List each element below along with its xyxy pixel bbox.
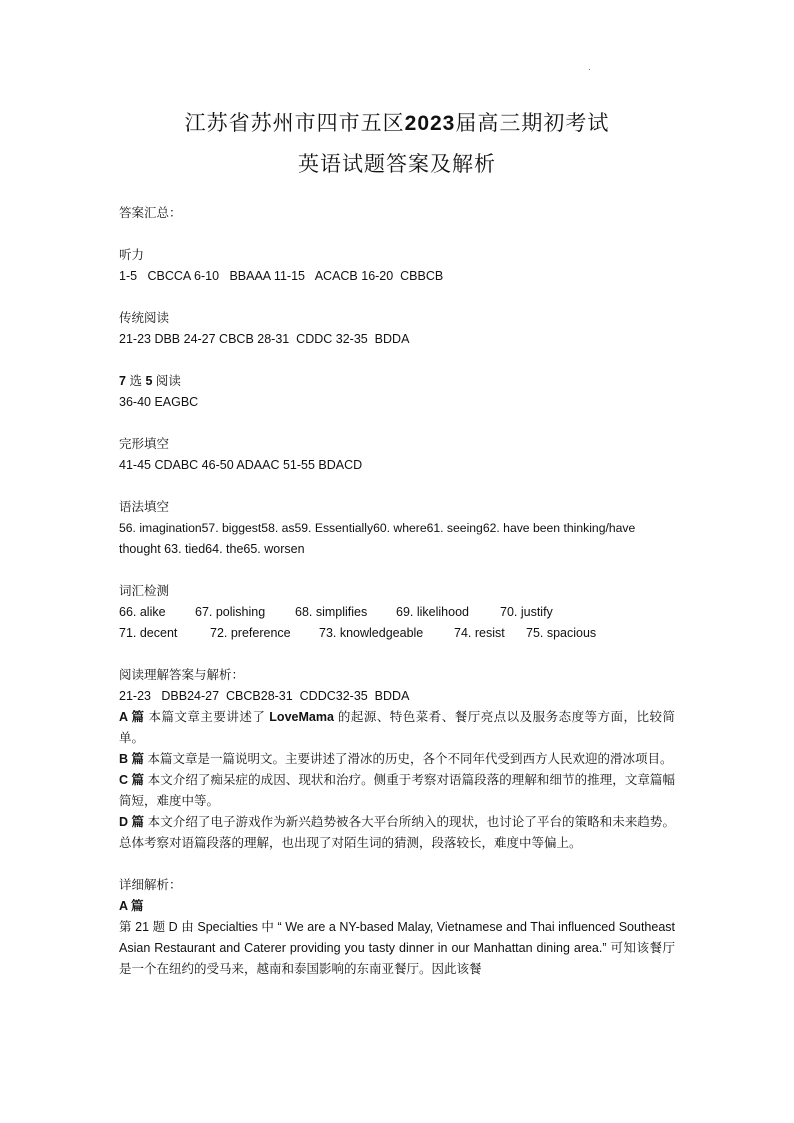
corner-dot: . [588, 62, 591, 73]
passage-c-text: 本文介绍了痴呆症的成因、现状和治疗。侧重于考察对语篇段落的理解和细节的推理，文章篇幅简短，难度中等。 [119, 773, 675, 808]
seven-five-answers: 36-40 EAGBC [119, 395, 199, 409]
reading-answers: 21-23 DBB 24-27 CBCB 28-31 CDDC 32-35 BDDA [119, 332, 410, 346]
passage-b-label: B 篇 [119, 752, 145, 766]
passage-d-label: D 篇 [119, 815, 145, 829]
detail-a-heading: A 篇 [119, 899, 144, 913]
grammar-title: 语法填空 [119, 500, 170, 514]
seven-five-b: 阅读 [155, 374, 181, 388]
vocab-item: 66. alike [119, 605, 166, 619]
analysis-answers: 21-23 DBB24-27 CBCB28-31 CDDC32-35 BDDA [119, 689, 410, 703]
cloze-answers: 41-45 CDABC 46-50 ADAAC 51-55 BDACD [119, 458, 363, 472]
passage-d-text: 本文介绍了电子游戏作为新兴趋势被各大平台所纳入的现状，也讨论了平台的策略和未来趋势。总体考察对语篇段落的理解，也出现了对陌生词的猜测，段落较长，难度中等偏上。 [119, 815, 675, 850]
listening-title: 听力 [119, 248, 145, 262]
reading-title: 传统阅读 [119, 311, 170, 325]
passage-b-summary [119, 749, 675, 770]
vocab-row-2 [119, 623, 675, 644]
grammar-line-1: 56. imagination57. biggest58. as59. Essentially60. where61. seeing62. have been thinking/have [119, 521, 636, 535]
vocab-item: 71. decent [119, 626, 178, 640]
grammar-line-2: thought 63. tied64. the65. worsen [119, 542, 305, 556]
summary-heading: 答案汇总： [119, 206, 182, 220]
vocab-item: 75. spacious [526, 626, 597, 640]
vocab-item: 74. resist [454, 626, 505, 640]
question-21-explanation: 第 21 题 D 由 Specialties 中 “ We are a NY-based Malay, Vietnamese and Thai influenced Southeast Asian Restaurant and Caterer providing you tasty dinner in our Manhattan dining area.” 可知该餐厅是一个在纽约的受马来，越南和泰国影响的东南亚餐厅。因此该餐 [119, 920, 675, 976]
passage-a-text-1: 本篇文章主要讲述了 [144, 710, 270, 724]
detail-heading: 详细解析： [119, 878, 182, 892]
title-pre: 江苏省苏州市四市五区 [184, 111, 405, 135]
title-year: 2023 [404, 112, 456, 135]
seven-five-a: 选 [129, 374, 142, 388]
title-post: 届高三期初考试 [455, 111, 610, 135]
passage-c-label: C 篇 [119, 773, 145, 787]
vocab-item: 73. knowledgeable [319, 626, 424, 640]
seven-five-title [119, 371, 675, 392]
passage-c-summary [119, 770, 675, 812]
passage-a-summary [119, 707, 675, 749]
vocab-item: 72. preference [210, 626, 291, 640]
vocab-row-1 [119, 602, 675, 623]
vocab-item: 68. simplifies [295, 605, 368, 619]
analysis-heading: 阅读理解答案与解析： [119, 668, 245, 682]
seven-five-num: 7 [119, 374, 126, 388]
passage-a-label: A 篇 [119, 710, 145, 724]
vocab-item: 69. likelihood [396, 605, 469, 619]
vocab-title: 词汇检测 [119, 584, 170, 598]
listening-answers: 1-5 CBCCA 6-10 BBAAA 11-15 ACACB 16-20 CBBCB [119, 269, 444, 283]
document-body [119, 203, 675, 980]
passage-d-summary [119, 812, 675, 854]
vocab-item: 70. justify [500, 605, 553, 619]
cloze-title: 完形填空 [119, 437, 170, 451]
passage-a-brand: LoveMama [269, 710, 334, 724]
vocab-item: 67. polishing [195, 605, 266, 619]
passage-a-text-2: 的起源、特色菜肴、餐厅亮点以及服务态度等方面，比较简单。 [119, 710, 675, 745]
page-subtitle: 英语试题答案及解析 [298, 152, 496, 176]
seven-five-num2: 5 [145, 374, 153, 388]
passage-b-text: 本篇文章是一篇说明文。主要讲述了滑冰的历史，各个不同年代受到西方人民欢迎的滑冰项目。 [144, 752, 673, 766]
page-title [0, 107, 794, 137]
